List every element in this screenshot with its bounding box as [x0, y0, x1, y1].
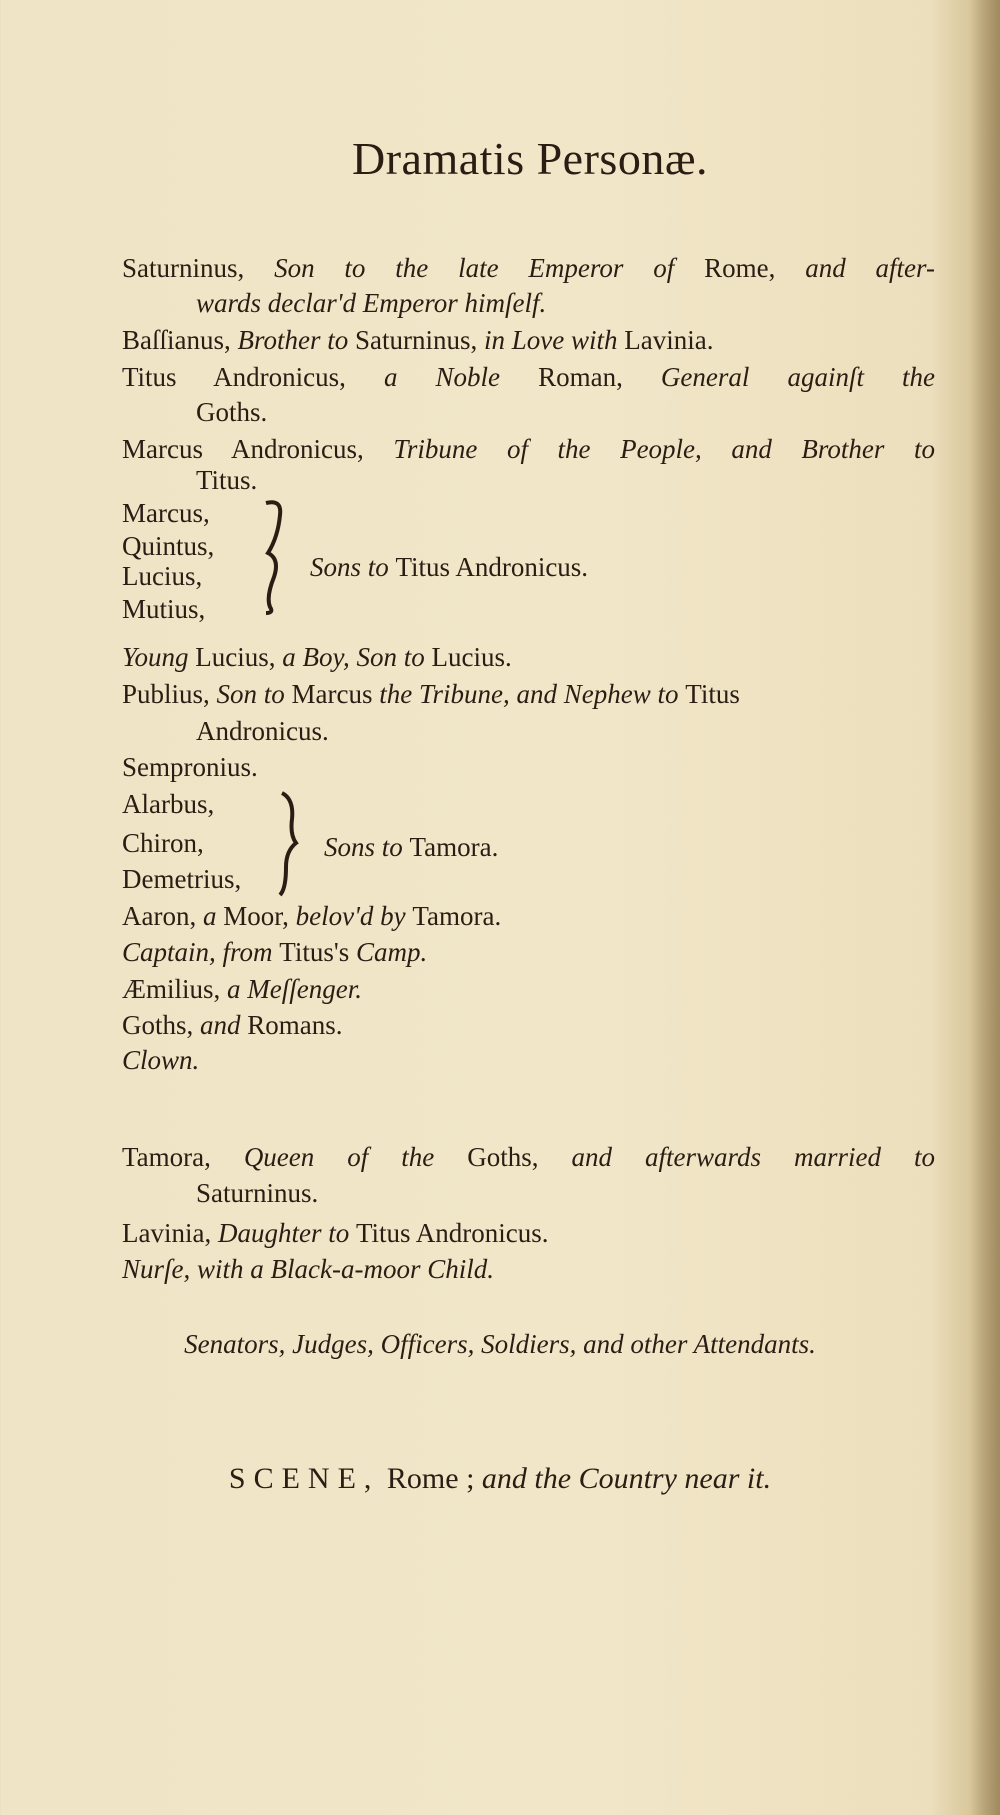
text-segment: Queen of the: [243, 1142, 468, 1172]
character-line: [122, 934, 427, 970]
text-segment: Son to: [216, 679, 292, 709]
text-segment: Rome,: [704, 253, 806, 283]
text-segment: Titus Andronicus.: [395, 552, 589, 582]
text-segment: Sempronius.: [122, 752, 258, 782]
text-segment: Lavinia,: [122, 1218, 218, 1248]
text-segment: Marcus,: [122, 498, 210, 528]
character-line: [122, 591, 205, 627]
text-segment: Saturninus,: [122, 253, 275, 283]
character-line: [122, 1251, 494, 1287]
text-segment: Chiron,: [122, 828, 204, 858]
text-segment: Lucius,: [122, 561, 203, 591]
text-segment: and after-: [805, 253, 935, 283]
text-segment: Mutius,: [122, 594, 206, 624]
attendants-line: Senators, Judges, Officers, Soldiers, and other Attendants.: [184, 1329, 816, 1359]
text-segment: a: [202, 901, 224, 931]
character-line: [122, 825, 204, 861]
character-line: [122, 495, 210, 531]
character-line: [196, 1175, 318, 1211]
character-line: [122, 1215, 549, 1251]
text-segment: belov'd by: [295, 901, 413, 931]
text-segment: Demetrius,: [122, 864, 242, 894]
text-segment: Goths,: [122, 1010, 201, 1040]
text-segment: Lucius.: [431, 642, 512, 672]
text-segment: Roman,: [538, 362, 661, 392]
text-segment: Titus's: [279, 937, 356, 967]
scene-rest: and the Country near it.: [481, 1462, 772, 1495]
text-segment: Young: [122, 642, 196, 672]
character-line: [122, 250, 935, 286]
text-segment: Lucius,: [195, 642, 283, 672]
text-segment: Titus Andronicus.: [355, 1218, 549, 1248]
text-segment: a Noble: [383, 362, 539, 392]
text-segment: Lavinia.: [624, 325, 714, 355]
text-segment: Marcus Andronicus,: [122, 434, 394, 464]
text-segment: Brother to: [237, 325, 355, 355]
text-segment: Sons to: [324, 832, 410, 862]
character-line: [122, 1042, 199, 1078]
text-segment: and: [200, 1010, 248, 1040]
text-segment: Daughter to: [217, 1218, 356, 1248]
text-segment: Saturninus.: [196, 1178, 319, 1208]
text-segment: Clown.: [122, 1045, 200, 1075]
brace-sons-of-tamora: [276, 789, 316, 899]
character-line: [122, 1139, 935, 1175]
text-segment: Aaron,: [122, 901, 203, 931]
character-line: [122, 322, 713, 358]
text-segment: General againſt the: [660, 362, 936, 392]
text-segment: Baſſianus,: [122, 325, 238, 355]
text-segment: Titus.: [196, 465, 258, 495]
text-segment: a Boy, Son to: [282, 642, 432, 672]
text-segment: Publius,: [122, 679, 217, 709]
character-line: [122, 749, 258, 785]
text-segment: Captain, from: [122, 937, 280, 967]
text-segment: in Love with: [484, 325, 625, 355]
text-segment: Titus: [685, 679, 740, 709]
character-line: [122, 1007, 343, 1043]
character-line: [196, 462, 257, 498]
text-segment: Tamora.: [412, 901, 502, 931]
text-segment: Tamora,: [122, 1142, 244, 1172]
character-line: [122, 676, 740, 712]
text-segment: Andronicus.: [196, 716, 329, 746]
text-segment: Romans.: [247, 1010, 343, 1040]
group-description: [310, 549, 588, 585]
character-line: [122, 861, 241, 897]
text-segment: the Tribune, and Nephew to: [379, 679, 686, 709]
text-segment: Quintus,: [122, 531, 215, 561]
scene-place: Rome ;: [379, 1462, 482, 1495]
character-line: [122, 971, 362, 1007]
text-segment: Titus Andronicus,: [122, 362, 384, 392]
text-segment: Tribune of the People, and Brother to: [393, 434, 935, 464]
text-segment: Camp.: [355, 937, 428, 967]
text-segment: Sons to: [310, 552, 396, 582]
brace-sons-of-titus: [258, 497, 298, 615]
character-line: [196, 713, 329, 749]
character-line: [122, 786, 214, 822]
text-segment: Alarbus,: [122, 789, 215, 819]
page-edge-shadow: [970, 0, 1000, 1815]
text-segment: Goths.: [196, 397, 268, 427]
text-segment: and afterwards married to: [571, 1142, 935, 1172]
group-description: [324, 829, 498, 865]
character-line: [122, 639, 512, 675]
text-segment: wards declar'd Emperor himſelf.: [196, 288, 547, 318]
character-line: [196, 285, 546, 321]
text-segment: Moor,: [223, 901, 296, 931]
text-segment: a Meſſenger.: [227, 974, 362, 1004]
text-segment: Marcus: [291, 679, 380, 709]
text-segment: Tamora.: [409, 832, 499, 862]
text-segment: Goths,: [467, 1142, 572, 1172]
character-line: [122, 359, 935, 395]
text-segment: Æmilius,: [122, 974, 228, 1004]
character-line: [196, 394, 267, 430]
text-segment: Son to the late Emperor of: [274, 253, 705, 283]
scene-label: SCENE,: [228, 1462, 380, 1495]
character-line: [122, 898, 501, 934]
text-segment: Nurſe, with a Black-a-moor Child.: [122, 1254, 494, 1284]
page-title: Dramatis Personæ.: [351, 133, 708, 184]
character-line: [122, 558, 202, 594]
text-segment: Saturninus,: [355, 325, 485, 355]
scene-line: [0, 1461, 1000, 1497]
